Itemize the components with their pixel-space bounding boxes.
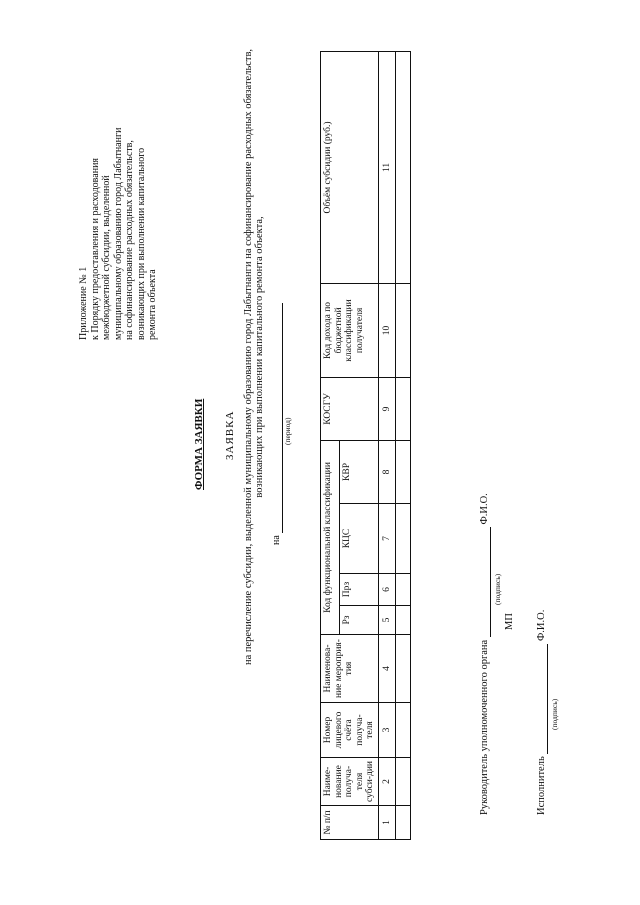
appendix-header (78, 128, 159, 340)
empty-data-row (396, 51, 411, 839)
column-number: 6 (378, 574, 396, 606)
col-header-amount: Объём субсидии (руб.) (321, 51, 379, 283)
request-description-line: возникающих при выполнении капитального ремонта объекта, (254, 216, 265, 498)
appendix-line: Приложение № 1 (78, 266, 89, 340)
column-number: 1 (378, 806, 396, 840)
appendix-line: муниципальному образованию город Лабытнанги (112, 127, 124, 340)
head-signature-line (478, 493, 491, 815)
column-number: 7 (378, 504, 396, 574)
col-header-kcs: КЦС (339, 504, 378, 574)
empty-cell (396, 806, 411, 840)
column-number-row (378, 51, 396, 839)
col-header-account: Номер лицевого счёта получа-теля (321, 703, 379, 758)
col-header-event: Наименова-ние мероприя-тия (321, 635, 379, 703)
empty-cell (396, 51, 411, 283)
form-title: ФОРМА ЗАЯВКИ (193, 398, 205, 490)
empty-cell (396, 574, 411, 606)
appendix-line: ремонта объекта (147, 269, 158, 340)
column-number: 11 (378, 51, 396, 283)
col-header-rz: Рз (339, 606, 378, 635)
appendix-line: возникающих при выполнении капитального (135, 147, 147, 340)
empty-cell (396, 377, 411, 440)
request-table (320, 51, 411, 840)
col-header-kvr: КВР (339, 440, 378, 503)
appendix-line: к Порядку предоставления и расходования (89, 157, 101, 340)
request-title: ЗАЯВКА (224, 410, 236, 460)
column-number: 2 (378, 758, 396, 806)
col-header-income-code: Код дохода по бюджетной классификации получателя (321, 283, 379, 377)
request-description (243, 49, 265, 665)
period-prefix: на (271, 535, 282, 545)
request-description-line: на перечисление субсидии, выделенной муниципальному образованию город Лабытнанги на софинансирование расходных обязательств, (243, 48, 254, 665)
head-fio: Ф.И.О. (479, 493, 490, 525)
seal-placeholder: МП (504, 613, 515, 630)
head-label: Руководитель уполномоченного органа (479, 639, 490, 815)
empty-cell (396, 758, 411, 806)
column-number: 3 (378, 703, 396, 758)
column-number: 4 (378, 635, 396, 703)
executor-signature-line (535, 610, 548, 815)
executor-label: Исполнитель (536, 756, 547, 815)
column-number: 5 (378, 606, 396, 635)
col-header-func-group: Код функциональной классификации (321, 440, 340, 634)
executor-fio: Ф.И.О. (536, 609, 547, 642)
empty-cell (396, 635, 411, 703)
period-caption: (период) (283, 417, 292, 445)
executor-signature-blank (537, 644, 548, 754)
empty-cell (396, 283, 411, 377)
appendix-line: на софинансирование расходных обязательств, (124, 140, 135, 340)
executor-signature-caption: (подпись) (550, 698, 559, 730)
empty-cell (396, 606, 411, 635)
col-header-recipient: Наиме-нование получа-теля субси-дии (321, 758, 379, 806)
head-signature-caption: (подпись) (493, 573, 502, 605)
head-signature-blank (480, 527, 491, 637)
empty-cell (396, 504, 411, 574)
appendix-line: межбюджетной субсидии, выделенной (101, 175, 112, 340)
empty-cell (396, 440, 411, 503)
column-number: 8 (378, 440, 396, 503)
col-header-kosgu: КОСГУ (321, 377, 379, 440)
col-header-no: № п/п (321, 806, 379, 840)
empty-cell (396, 703, 411, 758)
column-number: 9 (378, 377, 396, 440)
column-number: 10 (378, 283, 396, 377)
col-header-prz: Прз (339, 574, 378, 606)
